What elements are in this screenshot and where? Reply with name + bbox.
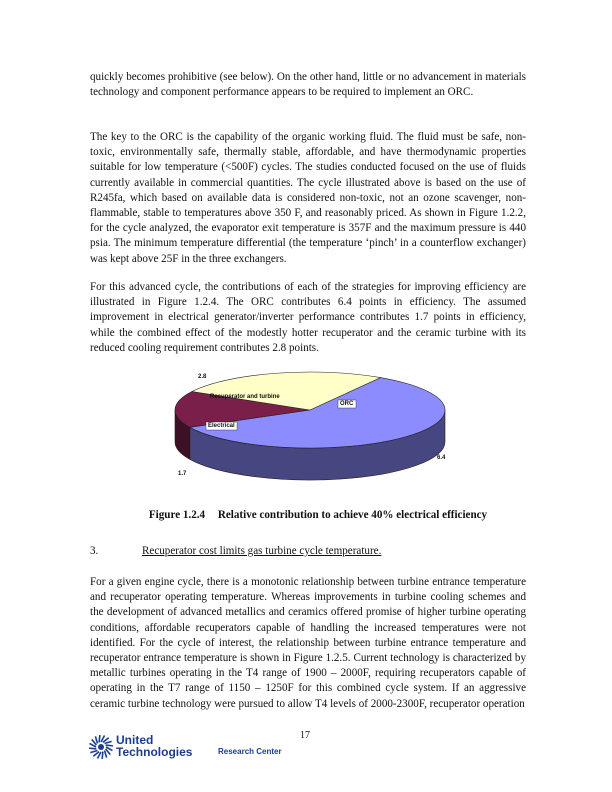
pie-value-label: 2.8	[198, 374, 207, 380]
logo-ray	[89, 748, 96, 749]
logo-ray	[102, 752, 103, 759]
logo-line-2: Technologies	[116, 745, 193, 759]
section-title: Recuperator cost limits gas turbine cycle temperature.	[142, 545, 382, 557]
figure-number: Figure 1.2.4	[148, 509, 206, 521]
logo-line-1: United	[116, 733, 154, 747]
pie-value-label: 1.7	[178, 471, 187, 477]
section-number: 3.	[90, 545, 99, 557]
pie-value-label: 6.4	[437, 455, 446, 461]
logo-ray	[105, 741, 112, 743]
paragraph-3: For this advanced cycle, the contributions of each of the strategies for improving efficiency are illustrated in Figure 1.2.4. The ORC contributes 6.4 points in efficiency. The assumed improvement in electrical generator/inverter performance contributes 1.7 points in efficiency, while the combined effect of the modestly hotter recuperator and the ceramic turbine with its reduced cooling requirement contributes 2.8 points.	[90, 281, 526, 354]
pie-slice-label: Recuperator and turbine	[210, 394, 280, 400]
figure-caption	[90, 509, 546, 521]
company-logo-text	[116, 734, 192, 758]
logo-ray	[106, 745, 113, 746]
pie-chart-svg	[150, 360, 470, 500]
page-number: 17	[300, 730, 310, 741]
logo-ray	[90, 751, 97, 753]
pie-slice-label: Electrical	[208, 423, 235, 429]
pie-slice-label: ORC	[340, 401, 354, 407]
utc-logo-icon	[88, 734, 114, 760]
paragraph-1: quickly becomes prohibitive (see below). On the other hand, little or no advancement in materials technology and component performance appears to be required to implement an ORC.	[90, 71, 526, 99]
logo-subtitle: Research Center	[218, 747, 282, 756]
figure-caption-text: Relative contribution to achieve 40% electrical efficiency	[217, 509, 488, 521]
section-heading	[90, 545, 381, 557]
pie-chart	[150, 360, 470, 500]
logo-ray	[99, 735, 100, 742]
logo-ray	[105, 751, 107, 758]
paragraph-2: The key to the ORC is the capability of the organic working fluid. The fluid must be safe, non-toxic, environmentally safe, thermally stable, affordable, and have thermodynamic properties suitable for low temperature (<500F) cycles. The studies conducted focused on the use of fluids currently available in commercial quantities. The cycle illustrated above is based on the use of R245fa, which based on available data is considered non-toxic, not an ozone scavenger, non-flammable, stable to temperatures above 350 F, and reasonably priced. As shown in Figure 1.2.2, for the cycle analyzed, the evaporator exit temperature is 357F and the maximum pressure is 440 psia. The minimum temperature differential (the temperature ‘pinch’ in a counterflow exchanger) was kept above 25F in the three exchangers.	[90, 131, 526, 265]
paragraph-4: For a given engine cycle, there is a monotonic relationship between turbine entrance temperature and recuperator operating temperature. Whereas improvements in turbine cooling schemes and the development of advanced metallics and ceramics offered promise of higher turbine operating conditions, affordable recuperators capable of handling the increased temperatures were not identified. For the cycle of interest, the relationship between turbine entrance temperature and recuperator entrance temperature is shown in Figure 1.2.5. Current technology is characterized by metallic turbines operating in the T4 range of 1900 – 2000F, requiring recuperators capable of operating in the T7 range of 1150 – 1250F for this combined cycle system. If an aggressive ceramic turbine technology were pursued to allow T4 levels of 2000-2300F, recuperator operation	[90, 576, 526, 710]
logo-ray	[95, 736, 97, 743]
